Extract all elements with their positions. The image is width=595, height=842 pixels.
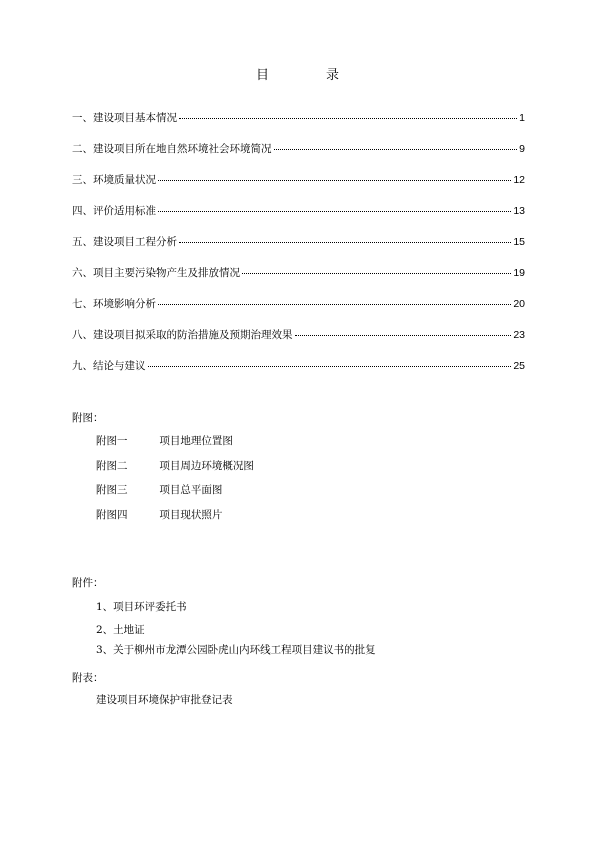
page-title: 目 录 <box>255 68 361 83</box>
toc-entry-page: 1 <box>519 112 525 124</box>
attachment-item: 1、项目环评委托书 <box>96 601 187 613</box>
toc-entry-label: 三、环境质量状况 <box>72 174 156 186</box>
toc-dot-leader <box>179 242 511 243</box>
toc-entry-label: 七、环境影响分析 <box>72 298 156 310</box>
toc-entry[interactable] <box>72 358 525 389</box>
toc-entry-label: 五、建设项目工程分析 <box>72 236 177 248</box>
attachment-item: 3、关于柳州市龙潭公园卧虎山内环线工程项目建议书的批复 <box>96 644 376 656</box>
toc-dot-leader <box>179 118 517 119</box>
table-of-contents <box>72 110 525 389</box>
attachment-item: 2、土地证 <box>96 624 145 636</box>
toc-entry[interactable] <box>72 234 525 265</box>
toc-dot-leader <box>158 180 511 181</box>
table-item: 建设项目环境保护审批登记表 <box>96 694 233 706</box>
toc-entry-page: 20 <box>513 298 525 310</box>
attachments-heading: 附件： <box>72 577 104 589</box>
toc-dot-leader <box>242 273 511 274</box>
figure-number: 附图三 <box>96 484 128 496</box>
figure-name: 项目地理位置图 <box>159 435 233 447</box>
toc-dot-leader <box>158 211 511 212</box>
toc-dot-leader <box>148 366 512 367</box>
toc-entry-page: 9 <box>519 143 525 155</box>
toc-entry-page: 19 <box>513 267 525 279</box>
toc-entry[interactable] <box>72 203 525 234</box>
figures-heading: 附图： <box>72 412 104 424</box>
toc-entry-label: 六、项目主要污染物产生及排放情况 <box>72 267 240 279</box>
toc-entry[interactable] <box>72 172 525 203</box>
toc-entry[interactable] <box>72 110 525 141</box>
toc-dot-leader <box>274 149 518 150</box>
figure-item <box>96 458 254 483</box>
toc-entry-page: 13 <box>513 205 525 217</box>
toc-entry-page: 23 <box>513 329 525 341</box>
toc-entry-label: 九、结论与建议 <box>72 360 146 372</box>
toc-entry-page: 12 <box>513 174 525 186</box>
attachments-list <box>96 599 376 663</box>
toc-entry-page: 25 <box>513 360 525 372</box>
figure-number: 附图一 <box>96 435 128 447</box>
toc-entry-label: 八、建设项目拟采取的防治措施及预期治理效果 <box>72 329 293 341</box>
figure-name: 项目现状照片 <box>159 508 223 521</box>
toc-entry[interactable] <box>72 296 525 327</box>
toc-entry[interactable] <box>72 265 525 296</box>
figure-number: 附图四 <box>96 508 128 521</box>
figures-list <box>96 433 254 531</box>
tables-heading: 附表： <box>72 672 104 684</box>
toc-entry[interactable] <box>72 141 525 172</box>
figure-item <box>96 507 254 532</box>
tables-list <box>96 692 233 717</box>
figure-number: 附图二 <box>96 459 128 472</box>
toc-entry-label: 四、评价适用标准 <box>72 205 156 217</box>
figure-item <box>96 433 254 458</box>
toc-entry[interactable] <box>72 327 525 358</box>
figure-item <box>96 482 254 507</box>
figure-name: 项目总平面图 <box>159 484 223 496</box>
toc-dot-leader <box>158 304 511 305</box>
toc-entry-label: 一、建设项目基本情况 <box>72 112 177 124</box>
toc-entry-label: 二、建设项目所在地自然环境社会环境简况 <box>72 143 272 155</box>
toc-entry-page: 15 <box>513 236 525 248</box>
figure-name: 项目周边环境概况图 <box>159 459 254 472</box>
toc-dot-leader <box>295 335 512 336</box>
